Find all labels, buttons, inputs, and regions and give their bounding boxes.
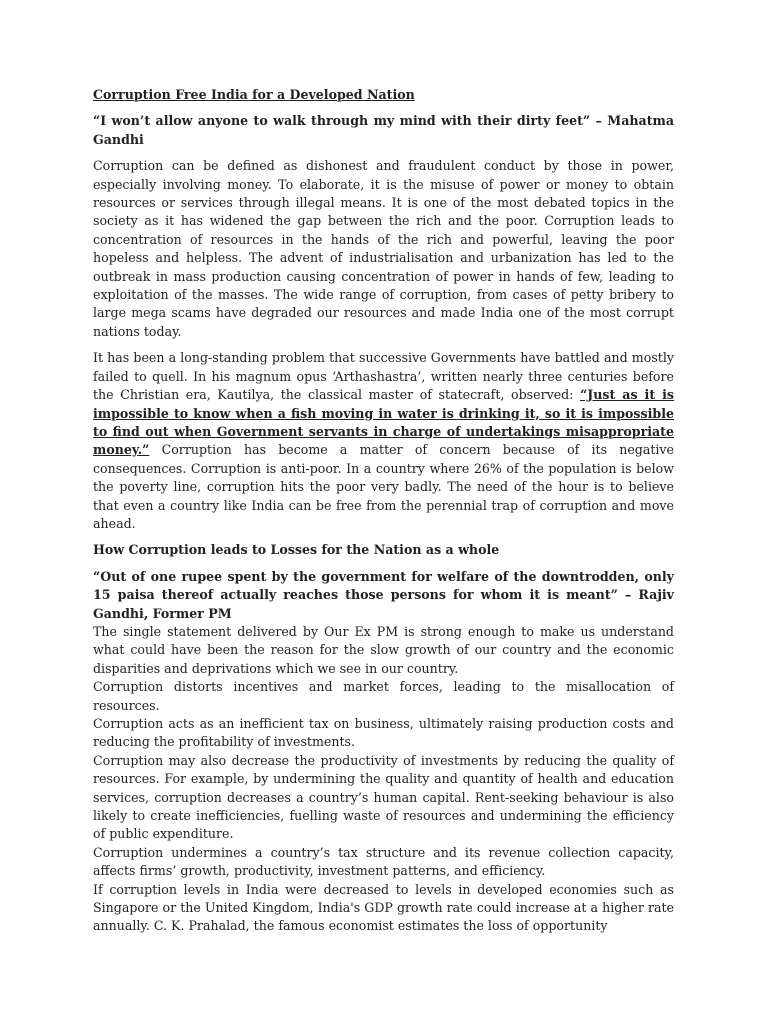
paragraph-history-intro: It has been a long-standing problem that successive Governments have battled and mostly failed to quell. In his magnum opus ‘Arthashastra’, written nearly three centuries before the Christian era, Kautilya, the classical master of statecraft, observed: [93,350,674,403]
rajiv-gandhi-quote: “Out of one rupee spent by the government for welfare of the downtrodden, only 15 paisa thereof actually reaches those persons for whom it is meant” – Rajiv Gandhi, Former PM [93,568,674,621]
document-title: Corruption Free India for a Developed Nation [93,87,415,102]
paragraph-productivity: Corruption may also decrease the productivity of investments by reducing the quality of resources. For example, by undermining the quality and quantity of health and education services, corruption decreases a country’s human capital. Rent-seeking behaviour is also likely to create inefficiencies, fuelling waste of resources and undermining the efficiency of public expenditure. [93,752,674,842]
gandhi-epigraph: “I won’t allow anyone to walk through my mind with their dirty feet” – Mahatma Gandhi [93,113,674,147]
document-page [93,86,674,936]
paragraph-distorts-incentives: Corruption distorts incentives and market forces, leading to the misallocation of resources. [93,679,674,713]
section-subheading: How Corruption leads to Losses for the Nation as a whole [93,542,500,558]
kautilya-quote: “Just as it is impossible to know when a fish moving in water is drinking it, so it is impossible to find out when Government servants in charge of undertakings misappropriate money.” [93,387,674,458]
paragraph-history-rest: Corruption has become a matter of concern because of its negative consequences. Corruption is anti-poor. In a country where 26% of the population is below the poverty line, corruption hits the poor very badly. The need of the hour is to believe that even a country like India can be free from the perennial trap of corruption and move ahead. [93,442,674,531]
paragraph-history [93,349,674,533]
paragraph-ex-pm-statement: The single statement delivered by Our Ex PM is strong enough to make us understand what could have been the reason for the slow growth of our country and the economic disparities and deprivations which we see in our country. [93,623,674,676]
paragraph-gdp-growth: If corruption levels in India were decreased to levels in developed economies such as Singapore or the United Kingdom, India's GDP growth rate could increase at a higher rate annually. C. K. Prahalad, the famous economist estimates the loss of opportunity [93,881,674,934]
paragraph-tax-structure: Corruption undermines a country’s tax structure and its revenue collection capacity, affects firms’ growth, productivity, investment patterns, and efficiency. [93,844,674,879]
paragraph-definition: Corruption can be defined as dishonest and fraudulent conduct by those in power, especially involving money. To elaborate, it is the misuse of power or money to obtain resources or services through illegal means. It is one of the most debated topics in the society as it has widened the gap between the rich and the poor. Corruption leads to concentration of resources in the hands of the rich and powerful, leaving the poor hopeless and helpless. The advent of industrialisation and urbanization has led to the outbreak in mass production causing concentration of power in hands of few, leading to exploitation of the masses. The wide range of corruption, from cases of petty bribery to large mega scams have degraded our resources and made India one of the most corrupt nations today. [93,158,674,339]
paragraph-inefficient-tax: Corruption acts as an inefficient tax on business, ultimately raising production costs and reducing the profitability of investments. [93,716,674,750]
